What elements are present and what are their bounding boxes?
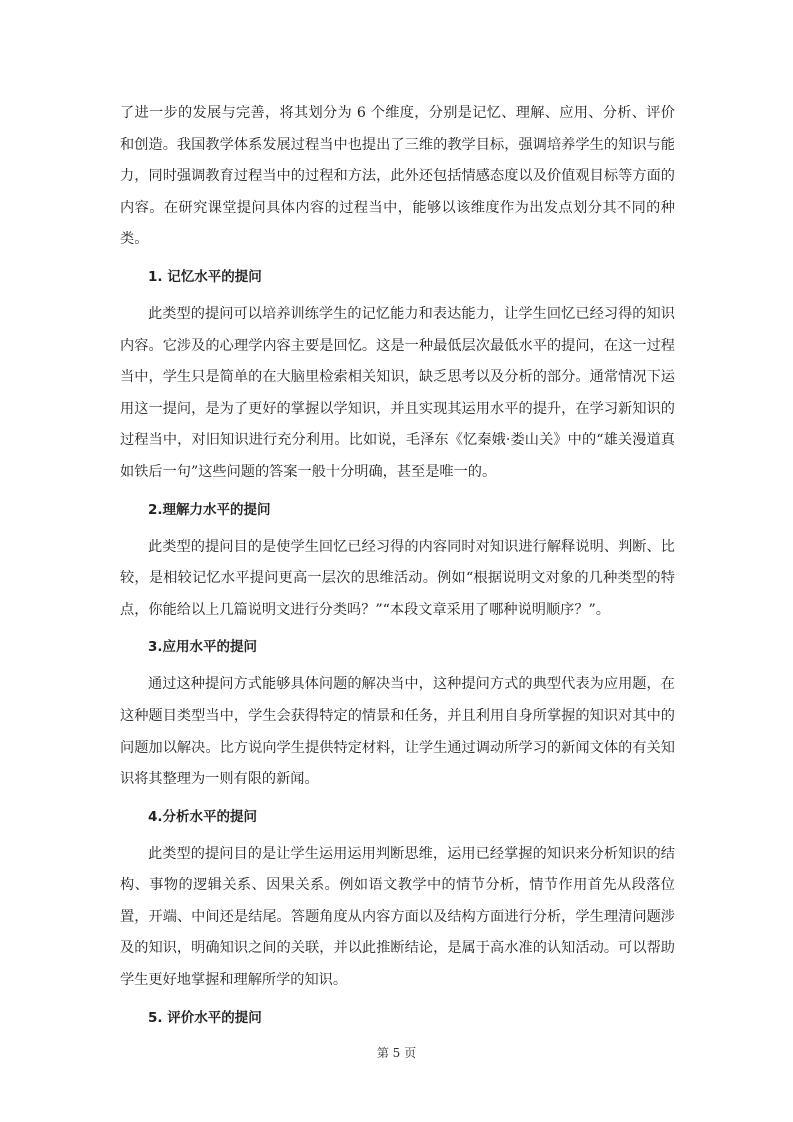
page-content xyxy=(120,98,675,1040)
heading-memory-level: 1. 记忆水平的提问 xyxy=(148,268,262,285)
heading-comprehension-level: 2.理解力水平的提问 xyxy=(148,501,271,518)
heading-application-level: 3.应用水平的提问 xyxy=(148,639,258,656)
comprehension-level-paragraph: 此类型的提问目的是使学生回忆已经习得的内容同时对知识进行解释说明、判断、比较，是相较记忆水平提问更高一层次的思维活动。例如“根据说明文对象的几种类型的特点，你能给以上几篇说明文进行分类吗？”“本段文章采用了哪种说明顺序？”。 xyxy=(120,538,675,618)
heading-analysis-level: 4.分析水平的提问 xyxy=(148,808,258,825)
intro-paragraph: 了进一步的发展与完善，将其划分为 6 个维度，分别是记忆、理解、应用、分析、评价和创造。我国教学体系发展过程当中也提出了三维的教学目标，强调培养学生的知识与能力，同时强调教育过程当中的过程和方法，此外还包括情感态度以及价值观目标等方面的内容。在研究课堂提问具体内容的过程当中，能够以该维度作为出发点划分其不同的种类。 xyxy=(120,105,675,248)
heading-evaluation-level: 5. 评价水平的提问 xyxy=(148,1009,262,1026)
page-number: 第 5 页 xyxy=(376,1046,417,1060)
memory-level-paragraph: 此类型的提问可以培养训练学生的记忆能力和表达能力，让学生回忆已经习得的知识内容。它涉及的心理学内容主要是回忆。这是一种最低层次最低水平的提问，在这一过程当中，学生只是简单的在大脑里检索相关知识，缺乏思考以及分析的部分。通常情况下运用这一提问，是为了更好的掌握以学知识，并且实现其运用水平的提升，在学习新知识的过程当中，对旧知识进行充分利用。比如说，毛泽东《忆秦娥·娄山关》中的“雄关漫道真如铁后一句”这些问题的答案一般十分明确，甚至是唯一的。 xyxy=(120,305,675,480)
application-level-paragraph: 通过这种提问方式能够具体问题的解决当中，这种提问方式的典型代表为应用题，在这种题目类型当中，学生会获得特定的情景和任务，并且利用自身所掌握的知识对其中的问题加以解决。比方说向学生提供特定材料，让学生通过调动所学习的新闻文体的有关知识将其整理为一则有限的新闻。 xyxy=(120,676,675,788)
analysis-level-paragraph: 此类型的提问目的是让学生运用运用判断思维，运用已经掌握的知识来分析知识的结构、事物的逻辑关系、因果关系。例如语文教学中的情节分析，情节作用首先从段落位置，开端、中间还是结尾。答题角度从内容方面以及结构方面进行分析，学生理清问题涉及的知识，明确知识之间的关联，并以此推断结论，是属于高水准的认知活动。可以帮助学生更好地掌握和理解所学的知识。 xyxy=(120,845,675,989)
